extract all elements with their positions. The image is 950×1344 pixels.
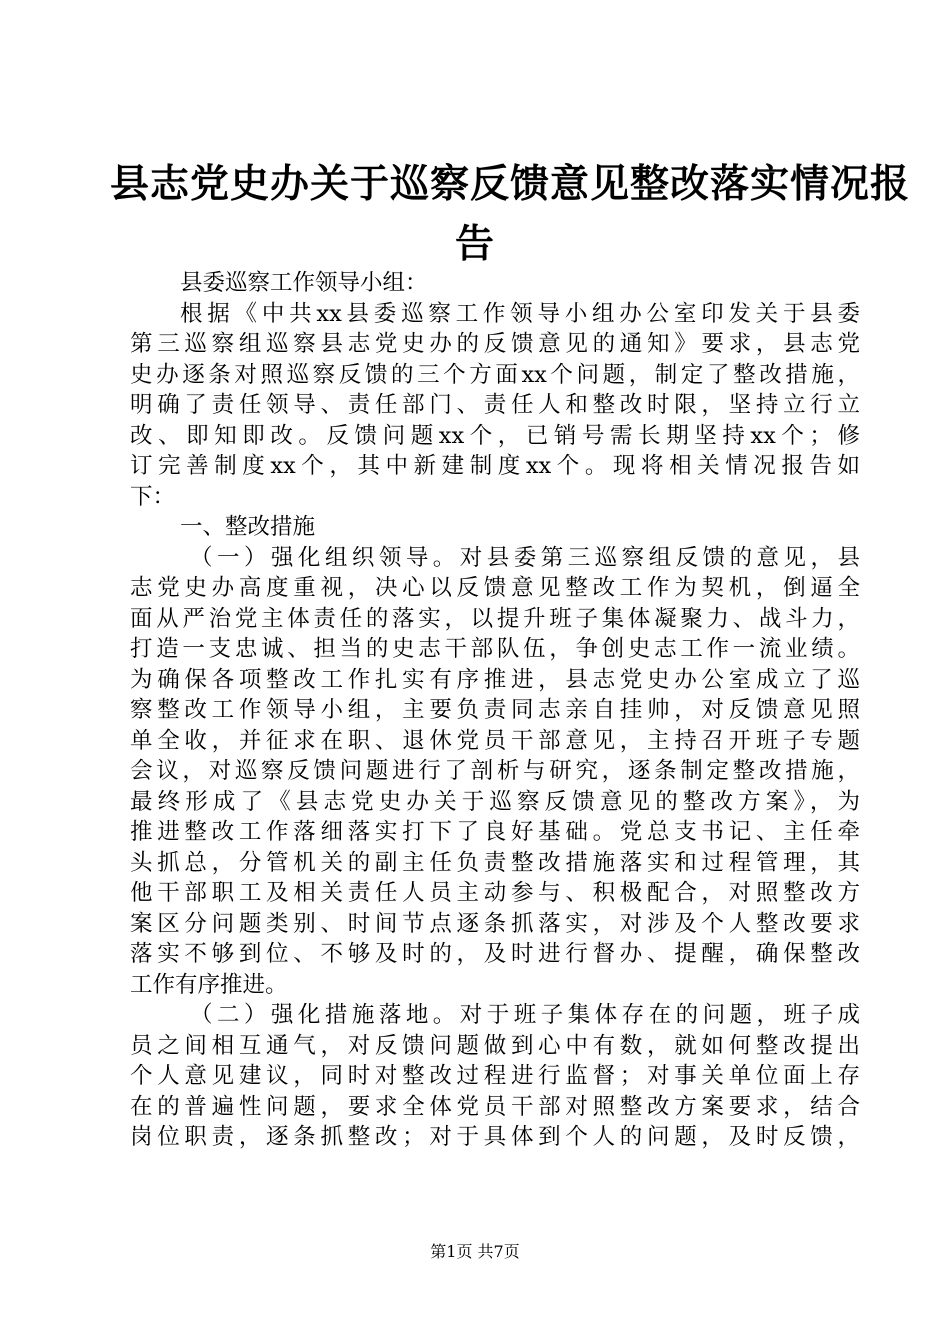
page-footer: 第1页 共7页 xyxy=(430,1242,520,1261)
body-line: 根据《中共xx县委巡察工作领导小组办公室印发关于县委 xyxy=(180,300,860,327)
body-line: 改、即知即改。反馈问题xx个，已销号需长期坚持xx个；修 xyxy=(130,422,860,449)
body-line: 县委巡察工作领导小组： xyxy=(180,270,428,296)
body-line: 案区分问题类别、时间节点逐条抓落实，对涉及个人整改要求 xyxy=(130,910,860,937)
body-line: 察整改工作领导小组，主要负责同志亲自挂帅，对反馈意见照 xyxy=(130,697,860,723)
body-line: 工作有序推进。 xyxy=(130,971,288,998)
body-line: 明确了责任领导、责任部门、责任人和整改时限，坚持立行立 xyxy=(130,392,860,418)
body-line: 推进整改工作落细落实打下了良好基础。党总支书记、主任牵 xyxy=(130,819,860,845)
body-line: 打造一支忠诚、担当的史志干部队伍，争创史志工作一流业绩。 xyxy=(130,636,860,662)
body-line: 落实不够到位、不够及时的，及时进行督办、提醒，确保整改 xyxy=(130,941,860,967)
body-line: 史办逐条对照巡察反馈的三个方面xx个问题，制定了整改措施， xyxy=(130,361,860,388)
body-line: 面从严治党主体责任的落实，以提升班子集体凝聚力、战斗力， xyxy=(130,605,860,632)
body-line: 员之间相互通气，对反馈问题做到心中有数，就如何整改提出 xyxy=(130,1032,860,1059)
body-line: 最终形成了《县志党史办关于巡察反馈意见的整改方案》，为 xyxy=(130,788,860,815)
body-line: 为确保各项整改工作扎实有序推进，县志党史办公室成立了巡 xyxy=(130,666,860,693)
body-line: （一）强化组织领导。对县委第三巡察组反馈的意见，县 xyxy=(190,544,860,571)
body-line: 第三巡察组巡察县志党史办的反馈意见的通知》要求，县志党 xyxy=(130,331,860,357)
document-body xyxy=(130,268,860,1153)
document-title-line-2: 告 xyxy=(454,221,495,267)
body-line: 单全收，并征求在职、退休党员干部意见，主持召开班子专题 xyxy=(130,727,860,754)
document-title-line-1: 县志党史办关于巡察反馈意见整改落实情况报 xyxy=(110,161,911,207)
body-line: 一、整改措施 xyxy=(180,514,316,540)
body-line: 下： xyxy=(130,483,176,510)
body-line: 个人意见建议，同时对整改过程进行监督；对事关单位面上存 xyxy=(130,1063,860,1089)
body-line: 志党史办高度重视，决心以反馈意见整改工作为契机，倒逼全 xyxy=(130,575,860,601)
body-line: 订完善制度xx个，其中新建制度xx个。现将相关情况报告如 xyxy=(130,453,860,479)
body-line: 岗位职责，逐条抓整改；对于具体到个人的问题，及时反馈， xyxy=(130,1124,860,1150)
body-line: 他干部职工及相关责任人员主动参与、积极配合，对照整改方 xyxy=(130,880,860,906)
body-line: 头抓总，分管机关的副主任负责整改措施落实和过程管理，其 xyxy=(130,849,860,876)
body-line: 在的普遍性问题，要求全体党员干部对照整改方案要求，结合 xyxy=(130,1093,860,1120)
body-line: 会议，对巡察反馈问题进行了剖析与研究，逐条制定整改措施， xyxy=(130,758,860,784)
body-line: （二）强化措施落地。对于班子集体存在的问题，班子成 xyxy=(190,1002,860,1028)
